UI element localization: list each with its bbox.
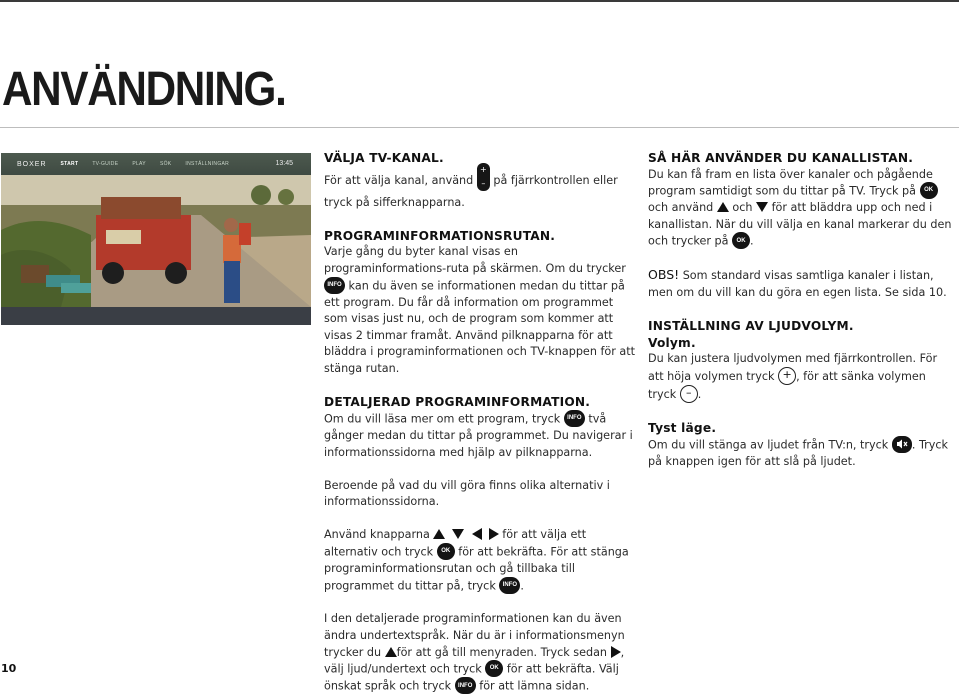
ok-button-icon: OK <box>485 660 503 677</box>
rocker-plus: + <box>479 164 487 174</box>
text: För att välja kanal, använd <box>324 173 477 187</box>
paragraph-program-info-box <box>324 244 640 377</box>
paragraph-obs <box>648 267 954 301</box>
page-title: ANVÄNDNING. <box>2 63 286 116</box>
text: . <box>697 387 702 401</box>
text: för att gå till menyraden. Tryck sedan <box>396 645 611 659</box>
text: för att bläddra upp och ned i kanallistan. När du vill välja en kanal markerar du den och trycker på <box>648 201 952 248</box>
heading-program-info-box: PROGRAMINFORMATIONSRUTAN. <box>324 228 556 243</box>
page-number: 10 <box>1 662 17 675</box>
down-arrow-icon <box>756 202 768 212</box>
tv-scene-image <box>1 175 311 307</box>
subheading-volume: Volym. <box>648 335 696 350</box>
column-middle <box>324 150 640 695</box>
up-arrow-icon <box>433 529 445 539</box>
right-arrow-icon <box>611 646 621 658</box>
title-divider <box>0 127 959 128</box>
heading-volume-settings: INSTÄLLNING AV LJUDVOLYM. <box>648 318 854 333</box>
top-border <box>0 0 959 2</box>
text: . <box>520 579 524 593</box>
text: , välj ljud/undertext och tryck <box>324 645 625 676</box>
ok-button-icon: OK <box>437 543 455 560</box>
rocker-minus: – <box>481 178 486 188</box>
info-button-icon: INFO <box>455 677 476 694</box>
subheading-mute: Tyst läge. <box>648 421 717 436</box>
ok-button-icon: OK <box>732 232 750 249</box>
heading-channel-list: SÅ HÄR ANVÄNDER DU KANALLISTAN. <box>648 151 914 165</box>
text: Du kan justera ljudvolymen med fjärrkontrollen. För att höja volymen tryck <box>648 352 938 383</box>
info-button-icon: INFO <box>499 577 520 594</box>
ok-button-icon: OK <box>920 182 938 199</box>
tv-menu-settings: INSTÄLLNINGAR <box>185 161 230 167</box>
text: för att lämna sidan. <box>475 679 590 693</box>
text: på fjärrkontrollen eller tryck på sifferknapparna. <box>324 173 618 209</box>
volume-down-icon: – <box>680 385 698 403</box>
paragraph-channel-list <box>648 167 954 251</box>
paragraph-choose-channel <box>324 164 640 212</box>
column-right <box>648 150 954 471</box>
text: för att bekräfta. För att stänga programinformationsrutan och gå tillbaka till programmet du tittar på, tryck <box>324 545 629 593</box>
text: . Tryck på knappen igen för att slå på ljudet. <box>648 438 948 468</box>
text: för att bekräfta. Välj önskat språk och tryck <box>324 662 619 693</box>
tv-menu-start: START <box>60 161 79 167</box>
left-arrow-icon <box>472 528 482 540</box>
volume-up-icon: + <box>778 367 796 385</box>
tv-bottom-panel <box>1 307 311 325</box>
tv-screenshot <box>1 153 311 325</box>
text: och använd <box>648 201 717 215</box>
paragraph-volume <box>648 351 954 404</box>
text: Om du vill läsa mer om ett program, tryck <box>324 412 564 426</box>
text: två gånger medan du tittar på programmet. Du navigerar i informationssidorna med hjälp av pilknapparna. <box>324 412 633 459</box>
paragraph-detailed-4 <box>324 611 640 695</box>
tv-menu-search: SÖK <box>159 161 172 167</box>
paragraph-detailed-3 <box>324 527 640 594</box>
right-arrow-icon <box>489 528 499 540</box>
down-arrow-icon <box>452 529 464 539</box>
channel-rocker-icon <box>477 163 490 191</box>
tv-menu-play: PLAY <box>132 161 146 167</box>
text: Om du vill stänga av ljudet från TV:n, tryck <box>648 438 892 452</box>
up-arrow-icon <box>385 647 397 657</box>
obs-label: OBS! <box>648 267 680 283</box>
text: för att välja ett alternativ och tryck <box>324 528 587 559</box>
text: Som standard visas samtliga kanaler i listan, men om du vill kan du göra en egen lista. Se sida 10. <box>648 269 947 299</box>
text: Varje gång du byter kanal visas en programinformations-ruta på skärmen. Om du trycker <box>324 245 626 275</box>
text: Använd knapparna <box>324 528 434 542</box>
paragraph-detailed-1 <box>324 411 640 461</box>
up-arrow-icon <box>717 202 729 212</box>
text: , för att sänka volymen tryck <box>648 369 926 401</box>
text: kan du även se informationen medan du tittar på ett program. Du får då information om programmet som visas just nu, och de program som kommer att visas 2 timmar framåt. Använd pilknapparna för att bläddra i programinformationen och TV-knappen för att stänga rutan. <box>324 279 636 376</box>
mute-icon <box>892 436 912 453</box>
paragraph-mute <box>648 437 954 471</box>
tv-clock: 13:45 <box>275 160 293 167</box>
text: I den detaljerade programinformationen kan du även ändra undertextspråk. När du är i informationsmenyn trycker du <box>324 612 625 659</box>
heading-detailed-program-info: DETALJERAD PROGRAMINFORMATION. <box>324 395 591 410</box>
info-button-icon: INFO <box>324 277 345 294</box>
info-button-icon: INFO <box>564 410 585 427</box>
tv-brand-logo: BOXER <box>17 160 47 168</box>
text: . <box>750 234 754 248</box>
heading-choose-channel: VÄLJA TV-KANAL. <box>324 151 444 165</box>
text: och <box>728 201 757 215</box>
tv-menu-bar <box>1 153 311 175</box>
text: Du kan få fram en lista över kanaler och pågående program samtidigt som du tittar på TV. Tryck på <box>648 167 933 198</box>
tv-menu-tvguide: TV-GUIDE <box>92 161 119 167</box>
paragraph-detailed-2: Beroende på vad du vill göra finns olika alternativ i informationssidorna. <box>324 478 610 509</box>
